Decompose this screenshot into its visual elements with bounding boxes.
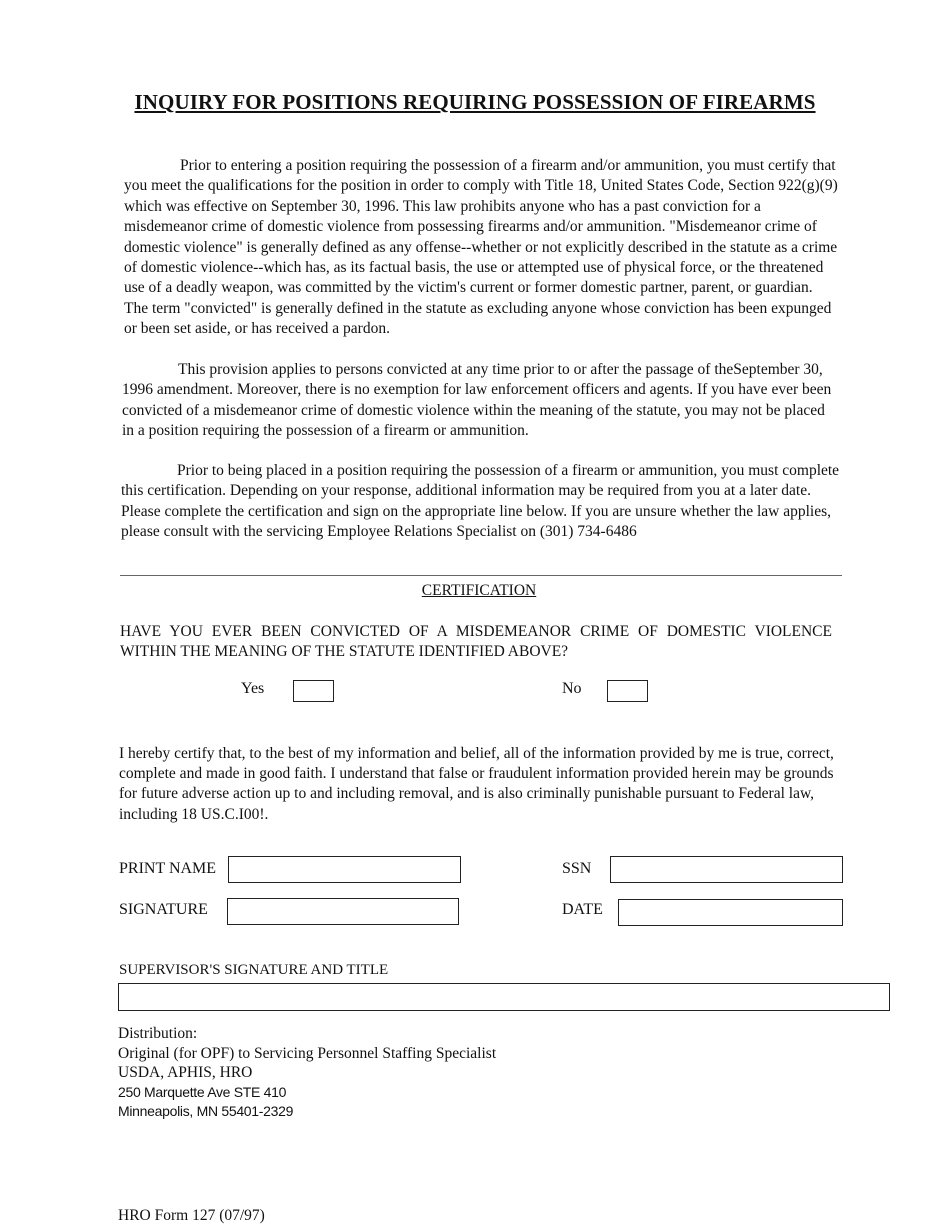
- ssn-label: SSN: [562, 860, 592, 877]
- intro-text: Prior to entering a position requiring the possession of a firearm and/or ammunition, you must certify that you meet the qualifications for the position in order to comply with Title 18, United States Code, Section 922(g)(9) which was effective on September 30, 1996. This law prohibits anyone who has a past conviction for a misdemeanor crime of domestic violence from possessing firearms and/or ammunition. "Misdemeanor crime of domestic violence" is generally defined as any offense--whether or not explicitly described in the statute as a crime of domestic violence--which has, as its factual basis, the use or attempted use of physical force, or the threatened use of a deadly weapon, was committed by the victim's current or former domestic partner, parent, or guardian. The term "convicted" is generally defined in the statute as excluding anyone whose conviction has been expunged or been set aside, or has received a pardon.: [124, 157, 838, 338]
- conviction-question: HAVE YOU EVER BEEN CONVICTED OF A MISDEMEANOR CRIME OF DOMESTIC VIOLENCE WITHIN THE MEANING OF THE STATUTE IDENTIFIED ABOVE?: [120, 623, 832, 660]
- distribution-line: Original (for OPF) to Servicing Personnel Staffing Specialist: [118, 1044, 497, 1062]
- date-label: DATE: [562, 901, 603, 918]
- yes-label: Yes: [241, 680, 265, 697]
- distribution-city: Minneapolis, MN 55401-2329: [118, 1103, 294, 1120]
- signature-field[interactable]: [227, 898, 459, 925]
- supervisor-signature-field[interactable]: [118, 983, 890, 1011]
- ssn-field[interactable]: [610, 856, 843, 883]
- no-label: No: [562, 680, 582, 697]
- provision-paragraph: [122, 360, 840, 442]
- page-title: INQUIRY FOR POSITIONS REQUIRING POSSESSION OF FIREARMS: [134, 90, 816, 114]
- form-number: HRO Form 127 (07/97): [118, 1207, 265, 1224]
- distribution-heading: Distribution:: [118, 1025, 198, 1042]
- date-field[interactable]: [618, 899, 843, 926]
- print-name-field[interactable]: [228, 856, 461, 883]
- instructions-text: Prior to being placed in a position requiring the possession of a firearm or ammunition, you must complete this certification. Depending on your response, additional information may be required from you at a later date. Please complete the certification and sign on the appropriate line below. If you are unsure whether the law applies, please consult with the servicing Employee Relations Specialist on (301) 734-6486: [121, 462, 840, 541]
- certification-statement: I hereby certify that, to the best of my information and belief, all of the information provided by me is true, correct, complete and made in good faith. I understand that false or fraudulent information provided herein may be grounds for future adverse action up to and including removal, and is also criminally punishable pursuant to Federal law, including 18 US.C.I00!.: [119, 745, 834, 823]
- signature-label: SIGNATURE: [119, 901, 208, 918]
- distribution-line: USDA, APHIS, HRO: [118, 1064, 253, 1082]
- no-checkbox[interactable]: [607, 680, 648, 702]
- provision-text: This provision applies to persons convicted at any time prior to or after the passage of theSeptember 30, 1996 amendment. Moreover, there is no exemption for law enforcement officers and agents. If you have ever been convicted of a misdemeanor crime of domestic violence within the meaning of the statute, you may not be placed in a position requiring the possession of a firearm or ammunition.: [122, 361, 832, 440]
- certification-heading: CERTIFICATION: [421, 582, 537, 599]
- distribution-address: 250 Marquette Ave STE 410: [118, 1083, 287, 1100]
- supervisor-label: SUPERVISOR'S SIGNATURE AND TITLE: [119, 962, 389, 978]
- print-name-label: PRINT NAME: [119, 860, 217, 877]
- distribution-block: [118, 1024, 496, 1122]
- yes-checkbox[interactable]: [293, 680, 334, 702]
- instructions-paragraph: [121, 461, 841, 543]
- intro-paragraph: [124, 156, 840, 340]
- section-divider: [120, 575, 842, 576]
